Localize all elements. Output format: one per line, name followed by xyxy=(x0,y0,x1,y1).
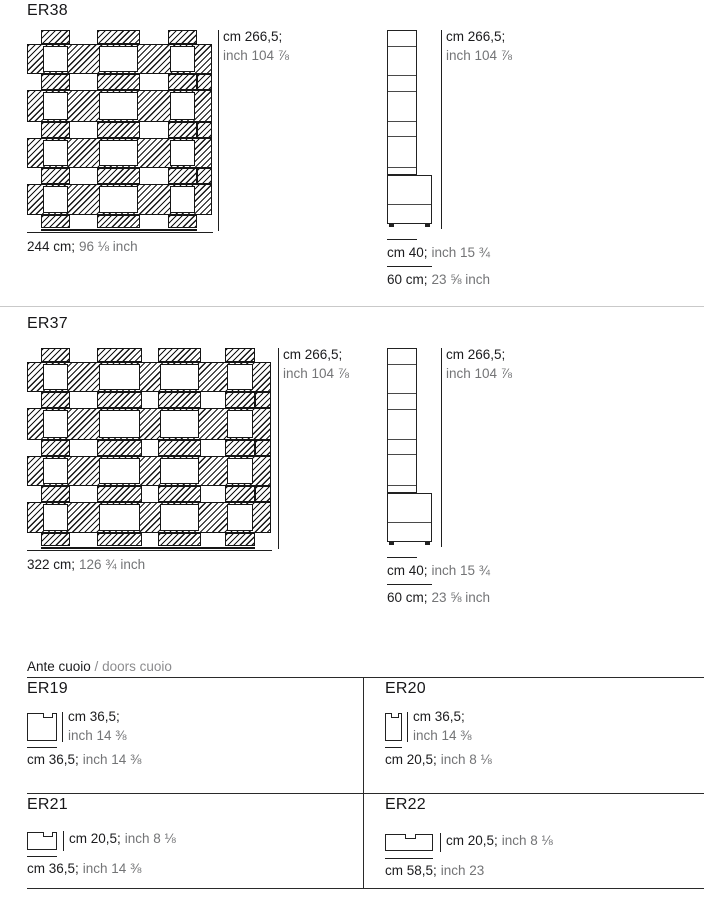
open-compartment xyxy=(160,364,199,390)
er19-height-metric: cm 36,5; xyxy=(68,709,120,724)
er37-front-width-imperial: 126 ¾ inch xyxy=(79,556,146,572)
er38-front-height-metric: cm 266,5; xyxy=(223,29,283,44)
hatched-block xyxy=(225,486,255,502)
base-divider-line xyxy=(388,204,431,205)
base-foot-right xyxy=(425,542,430,545)
er21-width-tick xyxy=(27,856,57,857)
shelf-divider-line xyxy=(388,454,416,455)
er37-side-depth-label xyxy=(387,562,490,581)
er37-side-depth-imperial: inch 15 ¾ xyxy=(431,562,491,578)
er38-side-width-metric: 60 cm; xyxy=(387,271,428,287)
hatched-block xyxy=(225,533,255,546)
shelf-divider-line xyxy=(388,46,416,47)
hatched-block xyxy=(168,168,197,184)
hatched-block xyxy=(255,440,271,456)
er21-width-label xyxy=(27,860,141,879)
er21-height-label xyxy=(69,830,176,849)
hatched-block xyxy=(97,122,140,138)
er20-door-handle-notch xyxy=(391,713,399,719)
er22-width-metric: cm 58,5; xyxy=(385,862,437,878)
side-base-cabinet xyxy=(387,175,432,224)
open-compartment xyxy=(99,364,140,390)
hatched-block xyxy=(158,440,201,456)
er22-title: ER22 xyxy=(385,796,426,813)
er38-front-drawing xyxy=(27,30,212,231)
er38-front-width-metric: 244 cm; xyxy=(27,238,76,254)
open-compartment xyxy=(99,46,138,72)
base-foot-right xyxy=(425,224,430,227)
er21-title: ER21 xyxy=(27,796,68,813)
er20-title: ER20 xyxy=(385,680,426,697)
er19-width-metric: cm 36,5; xyxy=(27,752,79,767)
open-compartment xyxy=(160,458,199,484)
hatched-block xyxy=(197,168,212,184)
shelf-divider-line xyxy=(388,167,416,168)
er21-door-icon xyxy=(27,832,57,850)
hatched-block xyxy=(158,533,201,546)
open-compartment xyxy=(43,46,68,72)
open-compartment xyxy=(43,410,68,438)
er20-width-label xyxy=(385,751,492,770)
er37-front-height-imperial: inch 104 ⅞ xyxy=(283,365,350,381)
open-compartment xyxy=(99,186,138,213)
hatched-block xyxy=(225,440,255,456)
er37-side-height-metric: cm 266,5; xyxy=(446,347,506,362)
er38-front-width-imperial: 96 ⅛ inch xyxy=(79,238,138,254)
er37-side-width-imperial: 23 ⅝ inch xyxy=(431,589,491,605)
er21-door-handle-notch xyxy=(43,832,53,838)
base-divider-line xyxy=(388,522,431,523)
er20-width-tick xyxy=(385,747,402,748)
doors-header-english: doors cuoio xyxy=(102,659,172,674)
er21-height-tick xyxy=(63,831,64,851)
hatched-block xyxy=(255,486,271,502)
side-shelf-column xyxy=(387,348,417,493)
base-foot-left xyxy=(389,224,394,227)
hatched-block xyxy=(225,392,255,408)
shelf-divider-line xyxy=(388,91,416,92)
open-compartment xyxy=(99,410,140,438)
er37-side-width-metric: 60 cm; xyxy=(387,589,428,605)
er37-title: ER37 xyxy=(27,315,68,332)
er20-height-tick xyxy=(407,712,408,742)
er22-height-imperial: inch 8 ⅛ xyxy=(501,833,553,848)
er37-side-depth-metric: cm 40; xyxy=(387,562,428,578)
er20-door-icon xyxy=(385,713,402,741)
er38-side-height-imperial: inch 104 ⅞ xyxy=(446,47,513,63)
hatched-block xyxy=(97,74,140,90)
er38-side-width-label xyxy=(387,271,490,290)
hatched-block xyxy=(97,486,142,502)
er38-side-depth-dimension-line xyxy=(387,239,417,240)
er21-width-imperial: inch 14 ⅜ xyxy=(82,861,142,876)
hatched-block xyxy=(41,533,70,546)
er19-height-tick xyxy=(62,712,63,742)
shelf-divider-line xyxy=(388,136,416,137)
er19-width-label xyxy=(27,751,141,770)
side-base-cabinet xyxy=(387,493,432,542)
er38-front-width-dimension-line xyxy=(27,232,213,233)
hatched-block xyxy=(41,122,70,138)
doors-header-italian: Ante cuoio xyxy=(27,659,91,674)
hatched-block xyxy=(255,392,271,408)
hatched-block xyxy=(197,74,212,90)
open-compartment xyxy=(227,410,253,438)
open-compartment xyxy=(160,410,199,438)
hatched-block xyxy=(158,348,201,362)
hatched-block xyxy=(97,533,142,546)
plinth-line xyxy=(41,229,197,231)
doors-section-header xyxy=(27,659,172,674)
hatched-block xyxy=(41,30,70,44)
er38-title: ER38 xyxy=(27,2,68,19)
er20-height-metric: cm 36,5; xyxy=(413,709,465,724)
er37-side-height-dimension-line xyxy=(441,348,442,547)
er37-side-drawing xyxy=(387,348,433,546)
er19-height-imperial: inch 14 ⅜ xyxy=(68,727,127,743)
er37-front-height-metric: cm 266,5; xyxy=(283,347,343,362)
er19-door-icon xyxy=(27,713,57,741)
base-foot-left xyxy=(389,542,394,545)
shelf-divider-line xyxy=(388,75,416,76)
hatched-block xyxy=(41,440,70,456)
open-compartment xyxy=(99,92,138,120)
er22-door-handle-notch xyxy=(405,834,416,840)
open-compartment xyxy=(99,504,140,531)
open-compartment xyxy=(227,364,253,390)
er19-door-handle-notch xyxy=(43,713,53,719)
er22-height-tick xyxy=(440,833,441,852)
open-compartment xyxy=(43,458,68,484)
open-compartment xyxy=(160,504,199,531)
er38-side-height-dimension-line xyxy=(441,30,442,229)
er22-height-label xyxy=(446,832,553,851)
er19-width-tick xyxy=(27,747,57,748)
er37-front-height-dimension-line xyxy=(278,348,279,549)
open-compartment xyxy=(43,92,68,120)
er37-side-width-label xyxy=(387,589,490,608)
hatched-block xyxy=(97,392,142,408)
er38-side-depth-label xyxy=(387,244,490,263)
er38-side-width-imperial: 23 ⅝ inch xyxy=(431,271,491,287)
open-compartment xyxy=(170,140,195,166)
hatched-block xyxy=(168,215,197,228)
er22-width-imperial: inch 23 xyxy=(440,862,485,878)
hatched-block xyxy=(168,122,197,138)
er21-height-metric: cm 20,5; xyxy=(69,831,121,846)
er22-height-metric: cm 20,5; xyxy=(446,833,498,848)
open-compartment xyxy=(43,364,68,390)
er19-title: ER19 xyxy=(27,680,68,697)
open-compartment xyxy=(43,140,68,166)
er37-front-drawing xyxy=(27,348,271,549)
shelf-divider-line xyxy=(388,364,416,365)
er38-side-depth-metric: cm 40; xyxy=(387,244,428,260)
hatched-block xyxy=(41,74,70,90)
hatched-block xyxy=(168,30,197,44)
section-divider xyxy=(0,306,704,307)
shelf-divider-line xyxy=(388,409,416,410)
open-compartment xyxy=(227,504,253,531)
er38-side-depth-imperial: inch 15 ¾ xyxy=(431,244,491,260)
er38-front-width-label xyxy=(27,238,138,257)
open-compartment xyxy=(227,458,253,484)
er37-front-width-dimension-line xyxy=(27,550,272,551)
hatched-block xyxy=(97,215,140,228)
doors-table-top-border xyxy=(27,677,704,678)
doors-header-separator: / xyxy=(90,659,103,674)
shelf-divider-line xyxy=(388,439,416,440)
open-compartment xyxy=(170,186,195,213)
open-compartment xyxy=(99,458,140,484)
doors-table-row-divider xyxy=(27,793,704,794)
er22-width-label xyxy=(385,862,484,881)
shelf-divider-line xyxy=(388,393,416,394)
hatched-block xyxy=(97,30,140,44)
shelf-divider-line xyxy=(388,485,416,486)
er38-side-height-metric: cm 266,5; xyxy=(446,29,506,44)
er22-width-tick xyxy=(385,858,433,859)
doors-table-column-divider xyxy=(363,677,364,889)
plinth-line xyxy=(41,547,255,549)
hatched-block xyxy=(41,392,70,408)
hatched-block xyxy=(158,392,201,408)
open-compartment xyxy=(99,140,138,166)
doors-table-bottom-border xyxy=(27,888,704,889)
er20-height-imperial: inch 14 ⅜ xyxy=(413,727,472,743)
er19-width-imperial: inch 14 ⅜ xyxy=(82,752,142,767)
hatched-block xyxy=(197,122,212,138)
er38-front-height-dimension-line xyxy=(218,30,219,231)
hatched-block xyxy=(225,348,255,362)
er20-width-metric: cm 20,5; xyxy=(385,752,437,767)
er37-side-depth-dimension-line xyxy=(387,557,417,558)
hatched-block xyxy=(41,168,70,184)
er37-side-width-dimension-line xyxy=(387,584,432,585)
hatched-block xyxy=(97,348,142,362)
er37-front-width-metric: 322 cm; xyxy=(27,556,76,572)
hatched-block xyxy=(97,168,140,184)
er38-front-height-imperial: inch 104 ⅞ xyxy=(223,47,290,63)
hatched-block xyxy=(41,348,70,362)
open-compartment xyxy=(170,92,195,120)
shelf-divider-line xyxy=(388,121,416,122)
er37-front-width-label xyxy=(27,556,145,575)
hatched-block xyxy=(158,486,201,502)
hatched-block xyxy=(41,215,70,228)
er22-door-icon xyxy=(385,834,433,851)
open-compartment xyxy=(43,504,68,531)
open-compartment xyxy=(170,46,195,72)
er21-width-metric: cm 36,5; xyxy=(27,861,79,876)
hatched-block xyxy=(168,74,197,90)
er20-width-imperial: inch 8 ⅛ xyxy=(440,752,492,767)
er38-side-width-dimension-line xyxy=(387,266,432,267)
er37-side-height-imperial: inch 104 ⅞ xyxy=(446,365,513,381)
open-compartment xyxy=(43,186,68,213)
hatched-block xyxy=(97,440,142,456)
er38-side-drawing xyxy=(387,30,433,228)
er21-height-imperial: inch 8 ⅛ xyxy=(124,831,176,846)
hatched-block xyxy=(41,486,70,502)
side-shelf-column xyxy=(387,30,417,175)
